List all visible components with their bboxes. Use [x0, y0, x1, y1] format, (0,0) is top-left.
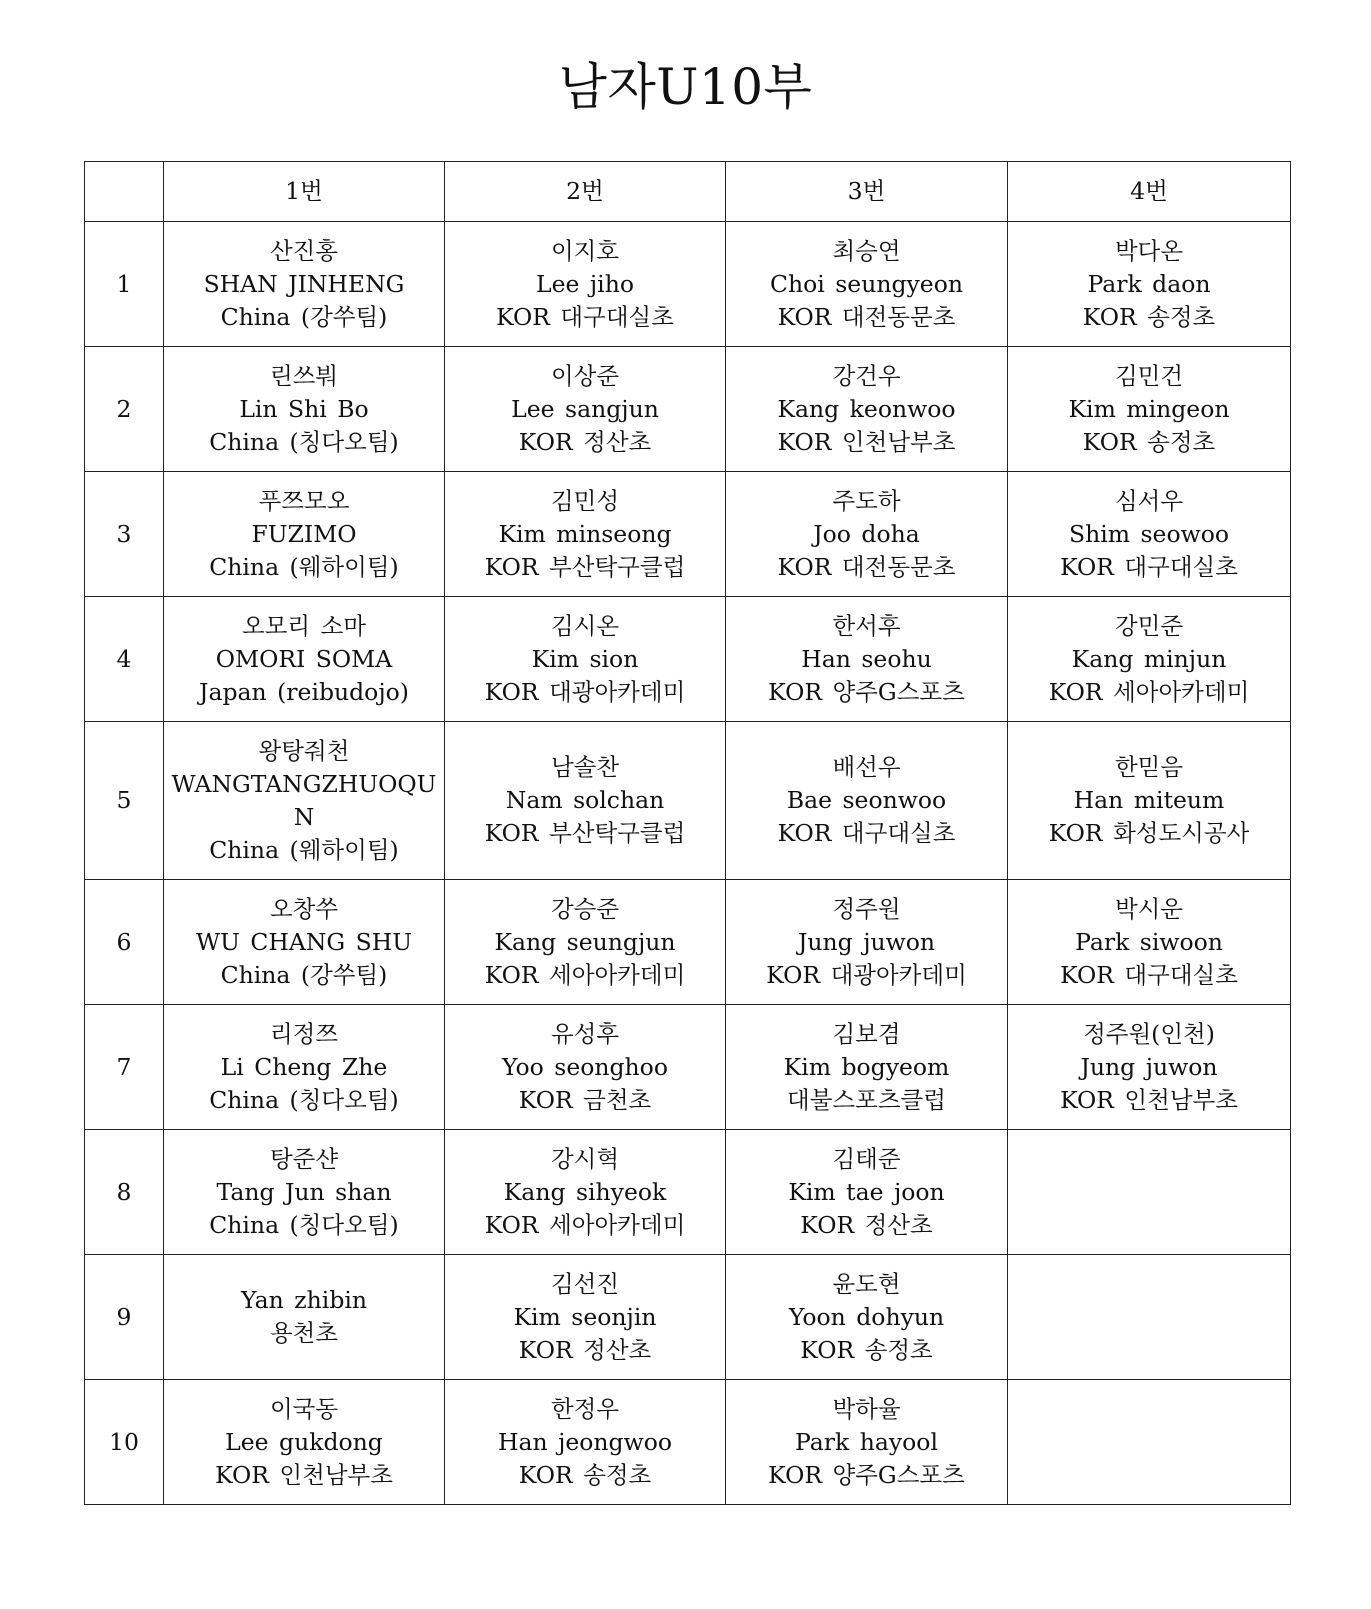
player-line: 김보겸 — [832, 1019, 901, 1048]
player-line: Kim seonjin — [513, 1302, 657, 1331]
player-line: Jung juwon — [1080, 1052, 1218, 1081]
player-line: 오모리 소마 — [242, 611, 366, 640]
row-number: 8 — [85, 1130, 164, 1255]
player-line: Park daon — [1087, 269, 1211, 298]
player-line: KOR 송정초 — [518, 1460, 652, 1489]
player-line: Kang seungjun — [494, 927, 676, 956]
player-line: China (칭다오팀) — [209, 1210, 399, 1239]
player-line: Han jeongwoo — [497, 1427, 673, 1456]
player-line: 강승준 — [550, 894, 620, 923]
player-line: 한정우 — [550, 1394, 620, 1423]
player-line: FUZIMO — [251, 519, 357, 548]
empty-cell — [1008, 1380, 1291, 1505]
player-line: KOR 양주G스포츠 — [768, 677, 965, 706]
empty-cell — [1008, 1255, 1291, 1380]
player-line: 용천초 — [269, 1319, 339, 1347]
column-header: 3번 — [726, 162, 1008, 222]
player-line: KOR 부산탁구클럽 — [484, 552, 686, 581]
player-line: 이국동 — [269, 1394, 339, 1423]
player-cell — [1008, 722, 1291, 880]
player-line: Japan (reibudojo) — [199, 677, 409, 706]
player-line: Park siwoon — [1075, 927, 1223, 956]
player-line: China (칭다오팀) — [209, 427, 399, 456]
player-line: Lee sangjun — [511, 394, 659, 423]
player-line: 심서우 — [1114, 486, 1184, 515]
player-cell — [445, 347, 726, 472]
player-cell — [726, 880, 1008, 1005]
column-header: 1번 — [164, 162, 445, 222]
player-cell — [726, 722, 1008, 880]
player-line: 강민준 — [1114, 611, 1184, 640]
column-header: 2번 — [445, 162, 726, 222]
player-cell — [726, 1005, 1008, 1130]
player-line: KOR 송정초 — [1082, 427, 1216, 456]
player-line: KOR 인천남부초 — [215, 1460, 393, 1489]
player-line: KOR 송정초 — [800, 1335, 933, 1364]
player-line: KOR 부산탁구클럽 — [484, 819, 686, 847]
player-cell — [1008, 472, 1291, 597]
player-line: KOR 대구대실초 — [1060, 552, 1238, 581]
player-line: Kim sion — [531, 644, 639, 673]
player-line: Kang sihyeok — [503, 1177, 667, 1206]
player-cell — [445, 1380, 726, 1505]
player-line: Tang Jun shan — [216, 1177, 392, 1206]
player-cell — [726, 347, 1008, 472]
player-line: Han seohu — [801, 644, 932, 673]
player-line: 정주원 — [832, 894, 901, 923]
player-line: Kim tae joon — [788, 1177, 945, 1206]
player-line: 산진홍 — [269, 236, 339, 265]
player-cell — [1008, 597, 1291, 722]
player-line: Han miteum — [1073, 786, 1225, 814]
player-line: WANGTANGZHUOQUN — [171, 769, 437, 831]
player-line: Li Cheng Zhe — [220, 1052, 388, 1081]
player-cell — [445, 1255, 726, 1380]
table-row — [85, 1380, 1291, 1505]
player-line: KOR 화성도시공사 — [1048, 819, 1250, 847]
player-line: KOR 세아아카데미 — [484, 960, 686, 989]
roster-table — [84, 161, 1291, 1505]
player-cell — [164, 222, 445, 347]
empty-cell — [1008, 1130, 1291, 1255]
table-row — [85, 1005, 1291, 1130]
player-line: Choi seungyeon — [770, 269, 963, 298]
header-row — [85, 162, 1291, 222]
player-line: 남솔찬 — [550, 753, 620, 781]
player-line: China (웨하이팀) — [209, 835, 399, 864]
player-line: 김민건 — [1114, 361, 1184, 390]
player-line: 윤도현 — [832, 1269, 901, 1298]
player-line: KOR 양주G스포츠 — [768, 1460, 965, 1489]
player-cell — [164, 1255, 445, 1380]
player-line: KOR 대전동문초 — [777, 302, 956, 331]
player-line: KOR 인천남부초 — [777, 427, 956, 456]
table-row — [85, 222, 1291, 347]
player-cell — [164, 347, 445, 472]
player-cell — [445, 1130, 726, 1255]
player-line: 왕탕줘천 — [258, 736, 350, 765]
player-line: 박다온 — [1114, 236, 1184, 265]
row-number: 5 — [85, 722, 164, 880]
player-line: 탕준샨 — [269, 1144, 339, 1173]
player-cell — [726, 222, 1008, 347]
player-line: Kim minseong — [498, 519, 672, 548]
player-line: Kang keonwoo — [777, 394, 956, 423]
player-line: China (칭다오팀) — [209, 1085, 399, 1114]
player-line: KOR 대구대실초 — [777, 819, 956, 847]
player-line: Shim seowoo — [1068, 519, 1230, 548]
player-line: KOR 대구대실초 — [496, 302, 674, 331]
player-cell — [1008, 222, 1291, 347]
player-line: 주도하 — [832, 486, 901, 515]
player-cell — [726, 597, 1008, 722]
player-line: KOR 인천남부초 — [1060, 1085, 1238, 1114]
player-line: Bae seonwoo — [786, 786, 947, 814]
player-cell — [445, 1005, 726, 1130]
player-line: 정주원(인천) — [1083, 1019, 1215, 1048]
player-line: 이지호 — [550, 236, 620, 265]
player-line: KOR 대광아카데미 — [766, 960, 967, 989]
player-line: 강건우 — [832, 361, 901, 390]
player-line: 한서후 — [832, 611, 901, 640]
table-row — [85, 597, 1291, 722]
player-line: KOR 대광아카데미 — [484, 677, 686, 706]
player-line: KOR 대전동문초 — [777, 552, 956, 581]
player-cell — [726, 1255, 1008, 1380]
player-cell — [1008, 1005, 1291, 1130]
table-row — [85, 722, 1291, 880]
row-number: 3 — [85, 472, 164, 597]
row-number: 7 — [85, 1005, 164, 1130]
player-line: China (강쑤팀) — [220, 960, 388, 989]
player-cell — [726, 1130, 1008, 1255]
player-line: KOR 정산초 — [800, 1210, 933, 1239]
row-number: 4 — [85, 597, 164, 722]
player-cell — [164, 472, 445, 597]
player-line: KOR 세아아카데미 — [1048, 677, 1250, 706]
player-line: 최승연 — [832, 236, 901, 265]
player-line: KOR 정산초 — [518, 427, 652, 456]
player-line: Lee gukdong — [225, 1427, 383, 1456]
player-line: Yoon dohyun — [788, 1302, 945, 1331]
player-line: Lee jiho — [536, 269, 634, 298]
player-line: Park hayool — [795, 1427, 938, 1456]
row-number: 9 — [85, 1255, 164, 1380]
player-line: KOR 송정초 — [1082, 302, 1216, 331]
player-line: Kim mingeon — [1068, 394, 1230, 423]
player-cell — [1008, 880, 1291, 1005]
player-cell — [164, 1130, 445, 1255]
player-cell — [726, 472, 1008, 597]
player-line: WU CHANG SHU — [195, 927, 413, 956]
player-line: OMORI SOMA — [215, 644, 393, 673]
player-cell — [445, 222, 726, 347]
row-number: 2 — [85, 347, 164, 472]
player-line: 한믿음 — [1114, 753, 1184, 781]
player-line: 푸쯔모오 — [258, 486, 350, 515]
player-line: 배선우 — [832, 753, 901, 781]
header-corner-cell — [85, 162, 164, 222]
player-cell — [445, 472, 726, 597]
player-line: Kang minjun — [1071, 644, 1227, 673]
player-line: 김태준 — [832, 1144, 901, 1173]
table-row — [85, 880, 1291, 1005]
player-cell — [164, 1380, 445, 1505]
column-header: 4번 — [1008, 162, 1291, 222]
player-cell — [726, 1380, 1008, 1505]
player-cell — [164, 722, 445, 880]
player-cell — [164, 1005, 445, 1130]
player-line: Jung juwon — [797, 927, 936, 956]
player-line: 박하율 — [832, 1394, 901, 1423]
row-number: 10 — [85, 1380, 164, 1505]
row-number: 1 — [85, 222, 164, 347]
table-row — [85, 1130, 1291, 1255]
player-line: 오창쑤 — [269, 894, 339, 923]
player-line: SHAN JINHENG — [203, 269, 405, 298]
player-line: Yan zhibin — [240, 1286, 368, 1314]
table-row — [85, 1255, 1291, 1380]
player-cell — [445, 880, 726, 1005]
player-line: China (강쑤팀) — [220, 302, 388, 331]
page-title: 남자U10부 — [558, 58, 813, 116]
player-line: 김선진 — [550, 1269, 620, 1298]
player-line: KOR 정산초 — [518, 1335, 652, 1364]
player-line: Nam solchan — [505, 786, 665, 814]
player-cell — [164, 880, 445, 1005]
player-line: KOR 대구대실초 — [1060, 960, 1238, 989]
player-line: 김시온 — [550, 611, 620, 640]
table-row — [85, 347, 1291, 472]
row-number: 6 — [85, 880, 164, 1005]
player-line: 강시혁 — [550, 1144, 620, 1173]
player-line: Lin Shi Bo — [239, 394, 369, 423]
player-line: 리정쯔 — [269, 1019, 339, 1048]
player-cell — [445, 722, 726, 880]
player-line: Joo doha — [813, 519, 920, 548]
player-line: KOR 세아아카데미 — [484, 1210, 686, 1239]
player-cell — [445, 597, 726, 722]
player-cell — [164, 597, 445, 722]
player-line: China (웨하이팀) — [209, 552, 399, 581]
player-line: 김민성 — [550, 486, 620, 515]
player-line: 박시운 — [1114, 894, 1184, 923]
player-cell — [1008, 347, 1291, 472]
player-line: 이상준 — [550, 361, 620, 390]
player-line: 대불스포츠클럽 — [787, 1085, 946, 1114]
player-line: Kim bogyeom — [783, 1052, 950, 1081]
player-line: 린쓰붜 — [269, 361, 339, 390]
player-line: KOR 금천초 — [518, 1085, 652, 1114]
player-line: 유성후 — [550, 1019, 620, 1048]
player-line: Yoo seonghoo — [502, 1052, 668, 1081]
table-row — [85, 472, 1291, 597]
